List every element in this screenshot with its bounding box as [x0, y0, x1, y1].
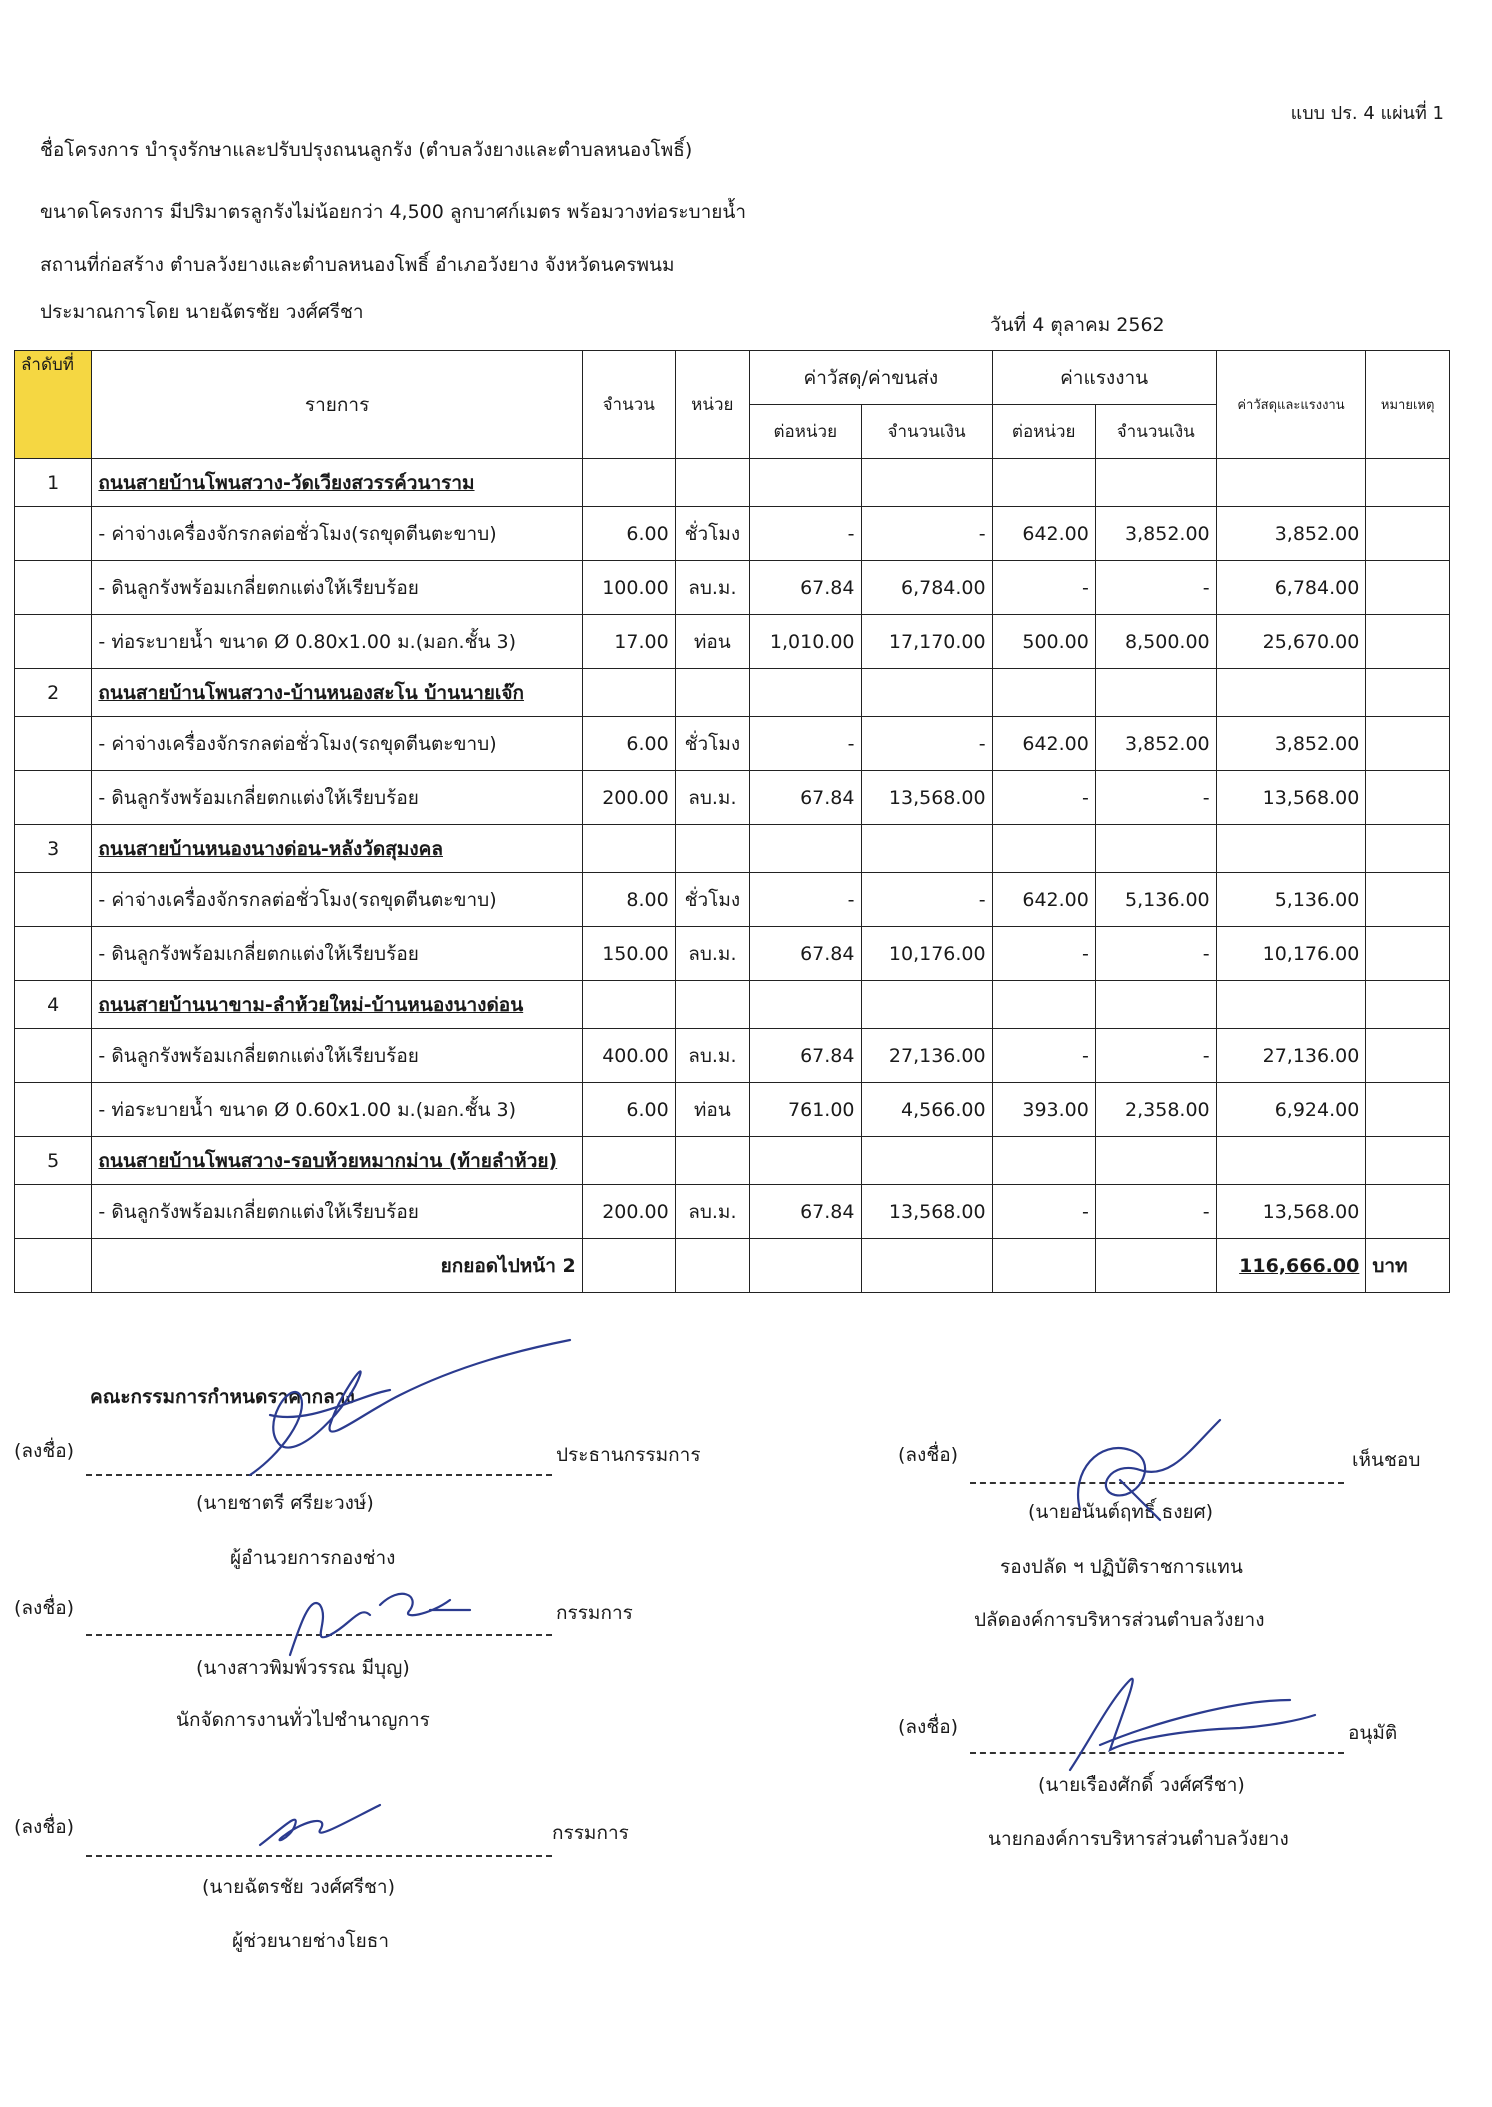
carry-forward-total: 116,666.00: [1216, 1239, 1366, 1293]
empty-cell: [861, 459, 992, 507]
table-row: [15, 717, 1450, 771]
item-unit: ชั่วโมง: [675, 507, 749, 561]
item-unit: ชั่วโมง: [675, 873, 749, 927]
empty-cell: [992, 981, 1095, 1029]
empty-cell: [1216, 1137, 1366, 1185]
approver-position: รองปลัด ฯ ปฏิบัติราชการแทน: [1000, 1556, 1243, 1578]
item-description: - ดินลูกรังพร้อมเกลี่ยตกแต่งให้เรียบร้อย: [92, 927, 582, 981]
empty-cell: [992, 669, 1095, 717]
labor-per-unit: 642.00: [992, 717, 1095, 771]
empty-cell: [675, 669, 749, 717]
empty-cell: [1366, 459, 1450, 507]
labor-per-unit: 500.00: [992, 615, 1095, 669]
empty-cell: [15, 1185, 92, 1239]
material-per-unit: -: [750, 507, 861, 561]
material-per-unit: 67.84: [750, 1185, 861, 1239]
item-unit: ชั่วโมง: [675, 717, 749, 771]
item-description: - ดินลูกรังพร้อมเกลี่ยตกแต่งให้เรียบร้อย: [92, 561, 582, 615]
section-row: [15, 825, 1450, 873]
empty-cell: [15, 1083, 92, 1137]
col-mat-per-unit: ต่อหน่วย: [750, 405, 861, 459]
item-unit: ท่อน: [675, 615, 749, 669]
approver-name: (นายอนันต์ฤทธิ์ ธงยศ): [1028, 1501, 1214, 1523]
item-description: - ดินลูกรังพร้อมเกลี่ยตกแต่งให้เรียบร้อย: [92, 1029, 582, 1083]
empty-cell: [582, 825, 675, 873]
empty-cell: [582, 1137, 675, 1185]
item-qty: 6.00: [582, 1083, 675, 1137]
material-per-unit: 67.84: [750, 1029, 861, 1083]
empty-cell: [750, 669, 861, 717]
empty-cell: [675, 981, 749, 1029]
labor-per-unit: -: [992, 561, 1095, 615]
empty-cell: [1095, 825, 1216, 873]
labor-amount: 3,852.00: [1095, 717, 1216, 771]
item-qty: 17.00: [582, 615, 675, 669]
carry-forward-unit: บาท: [1366, 1239, 1450, 1293]
labor-per-unit: 393.00: [992, 1083, 1095, 1137]
empty-cell: [1216, 825, 1366, 873]
item-total: 10,176.00: [1216, 927, 1366, 981]
empty-cell: [992, 825, 1095, 873]
signature-scribble: [280, 1575, 480, 1665]
section-row: [15, 1137, 1450, 1185]
material-per-unit: -: [750, 873, 861, 927]
item-remark: [1366, 927, 1450, 981]
table-row: [15, 615, 1450, 669]
labor-amount: 2,358.00: [1095, 1083, 1216, 1137]
item-total: 27,136.00: [1216, 1029, 1366, 1083]
col-remark: หมายเหตุ: [1366, 351, 1450, 459]
item-description: - ค่าจ่างเครื่องจักรกลต่อชั่วโมง(รถขุดตีนตะขาบ): [92, 873, 582, 927]
item-description: - ท่อระบายน้ำ ขนาด Ø 0.60x1.00 ม.(มอก.ชั้น 3): [92, 1083, 582, 1137]
labor-per-unit: -: [992, 1185, 1095, 1239]
committee-title: คณะกรรมการกำหนดราคากลาง: [90, 1386, 355, 1408]
section-number: 5: [15, 1137, 92, 1185]
section-row: [15, 459, 1450, 507]
col-material: ค่าวัสดุ/ค่าขนส่ง: [750, 351, 993, 405]
col-item: รายการ: [92, 351, 582, 459]
section-name: ถนนสายบ้านโพนสวาง-รอบห้วยหมากม่าน (ท้ายลำห้วย): [92, 1137, 582, 1185]
section-name: ถนนสายบ้านโพนสวาง-วัดเวียงสวรรค์วนาราม: [92, 459, 582, 507]
item-total: 3,852.00: [1216, 717, 1366, 771]
signer-position: นักจัดการงานทั่วไปชำนาญการ: [176, 1709, 430, 1731]
labor-per-unit: 642.00: [992, 873, 1095, 927]
table-row: [15, 771, 1450, 825]
item-remark: [1366, 507, 1450, 561]
approver-position: นายกองค์การบริหารส่วนตำบลวังยาง: [988, 1828, 1289, 1850]
item-unit: ลบ.ม.: [675, 1029, 749, 1083]
col-lab-amount: จำนวนเงิน: [1095, 405, 1216, 459]
item-total: 6,924.00: [1216, 1083, 1366, 1137]
item-remark: [1366, 873, 1450, 927]
item-total: 13,568.00: [1216, 1185, 1366, 1239]
col-qty: จำนวน: [582, 351, 675, 459]
labor-amount: -: [1095, 771, 1216, 825]
project-name: ชื่อโครงการ บำรุงรักษาและปรับปรุงถนนลูกรัง (ตำบลวังยางและตำบลหนองโพธิ์): [40, 139, 693, 161]
item-remark: [1366, 1083, 1450, 1137]
item-total: 25,670.00: [1216, 615, 1366, 669]
table-row: [15, 561, 1450, 615]
table-row: [15, 1185, 1450, 1239]
item-remark: [1366, 1029, 1450, 1083]
empty-cell: [1095, 1239, 1216, 1293]
item-remark: [1366, 561, 1450, 615]
empty-cell: [15, 561, 92, 615]
sign-label: (ลงชื่อ): [14, 1440, 75, 1462]
item-remark: [1366, 615, 1450, 669]
item-total: 13,568.00: [1216, 771, 1366, 825]
empty-cell: [861, 669, 992, 717]
material-amount: 10,176.00: [861, 927, 992, 981]
signer-name: (นางสาวพิมพ์วรรณ มีบุญ): [196, 1657, 410, 1679]
empty-cell: [992, 1137, 1095, 1185]
empty-cell: [582, 669, 675, 717]
empty-cell: [15, 771, 92, 825]
approver-position: ปลัดองค์การบริหารส่วนตำบลวังยาง: [974, 1609, 1265, 1631]
empty-cell: [1095, 459, 1216, 507]
material-amount: 13,568.00: [861, 1185, 992, 1239]
estimate-date: วันที่ 4 ตุลาคม 2562: [990, 314, 1165, 336]
empty-cell: [750, 981, 861, 1029]
signer-name: (นายฉัตรชัย วงศ์ศรีชา): [202, 1876, 396, 1898]
item-unit: ท่อน: [675, 1083, 749, 1137]
empty-cell: [1095, 1137, 1216, 1185]
item-qty: 400.00: [582, 1029, 675, 1083]
col-labor: ค่าแรงงาน: [992, 351, 1216, 405]
project-size: ขนาดโครงการ มีปริมาตรลูกรังไม่น้อยกว่า 4,500 ลูกบาศก์เมตร พร้อมวางท่อระบายน้ำ: [40, 201, 747, 223]
empty-cell: [750, 1137, 861, 1185]
labor-amount: -: [1095, 1185, 1216, 1239]
empty-cell: [1216, 459, 1366, 507]
col-unit: หน่วย: [675, 351, 749, 459]
section-name: ถนนสายบ้านนาขาม-ลำห้วยใหม่-บ้านหนองนางด่อน: [92, 981, 582, 1029]
empty-cell: [1216, 981, 1366, 1029]
material-per-unit: 67.84: [750, 561, 861, 615]
item-qty: 6.00: [582, 507, 675, 561]
table-row: [15, 507, 1450, 561]
col-lab-per-unit: ต่อหน่วย: [992, 405, 1095, 459]
empty-cell: [15, 927, 92, 981]
labor-per-unit: -: [992, 1029, 1095, 1083]
material-amount: 4,566.00: [861, 1083, 992, 1137]
approver-name: (นายเรืองศักดิ์ วงศ์ศรีชา): [1038, 1774, 1245, 1796]
empty-cell: [582, 981, 675, 1029]
labor-amount: 5,136.00: [1095, 873, 1216, 927]
labor-per-unit: -: [992, 771, 1095, 825]
signer-position: ผู้อำนวยการกองช่าง: [230, 1547, 396, 1569]
signature-scribble: [1060, 1410, 1230, 1530]
signer-position: ผู้ช่วยนายช่างโยธา: [232, 1930, 390, 1952]
material-amount: 13,568.00: [861, 771, 992, 825]
item-description: - ค่าจ่างเครื่องจักรกลต่อชั่วโมง(รถขุดตีนตะขาบ): [92, 717, 582, 771]
item-description: - ดินลูกรังพร้อมเกลี่ยตกแต่งให้เรียบร้อย: [92, 1185, 582, 1239]
sign-label: (ลงชื่อ): [14, 1816, 75, 1838]
project-location: สถานที่ก่อสร้าง ตำบลวังยางและตำบลหนองโพธิ์ อำเภอวังยาง จังหวัดนครพนม: [40, 254, 675, 276]
estimator: ประมาณการโดย นายฉัตรชัย วงศ์ศรีชา: [40, 301, 364, 323]
item-remark: [1366, 1185, 1450, 1239]
labor-amount: 8,500.00: [1095, 615, 1216, 669]
material-per-unit: -: [750, 717, 861, 771]
material-amount: 27,136.00: [861, 1029, 992, 1083]
item-remark: [1366, 771, 1450, 825]
labor-amount: -: [1095, 927, 1216, 981]
signature-scribble: [250, 1790, 390, 1860]
empty-cell: [675, 1239, 749, 1293]
material-amount: -: [861, 873, 992, 927]
empty-cell: [15, 873, 92, 927]
sign-label: (ลงชื่อ): [14, 1597, 75, 1619]
labor-amount: 3,852.00: [1095, 507, 1216, 561]
empty-cell: [675, 459, 749, 507]
section-number: 4: [15, 981, 92, 1029]
item-qty: 6.00: [582, 717, 675, 771]
sign-label: (ลงชื่อ): [898, 1716, 959, 1738]
sign-label: (ลงชื่อ): [898, 1444, 959, 1466]
item-total: 5,136.00: [1216, 873, 1366, 927]
empty-cell: [861, 981, 992, 1029]
item-qty: 150.00: [582, 927, 675, 981]
col-no: ลำดับที่: [15, 351, 92, 459]
signature-scribble: [240, 1335, 580, 1485]
signer-role: กรรมการ: [552, 1822, 629, 1844]
item-description: - ดินลูกรังพร้อมเกลี่ยตกแต่งให้เรียบร้อย: [92, 771, 582, 825]
approver-role: อนุมัติ: [1348, 1722, 1398, 1744]
labor-per-unit: 642.00: [992, 507, 1095, 561]
empty-cell: [992, 459, 1095, 507]
item-remark: [1366, 717, 1450, 771]
table-row: [15, 873, 1450, 927]
section-number: 2: [15, 669, 92, 717]
section-number: 1: [15, 459, 92, 507]
item-description: - ท่อระบายน้ำ ขนาด Ø 0.80x1.00 ม.(มอก.ชั้น 3): [92, 615, 582, 669]
item-qty: 200.00: [582, 771, 675, 825]
empty-cell: [15, 615, 92, 669]
item-qty: 100.00: [582, 561, 675, 615]
signer-role: ประธานกรรมการ: [556, 1444, 701, 1466]
empty-cell: [675, 825, 749, 873]
table-row: [15, 927, 1450, 981]
empty-cell: [1366, 981, 1450, 1029]
section-name: ถนนสายบ้านโพนสวาง-บ้านหนองสะโน บ้านนายเจ๊ก: [92, 669, 582, 717]
item-unit: ลบ.ม.: [675, 1185, 749, 1239]
material-per-unit: 67.84: [750, 771, 861, 825]
empty-cell: [675, 1137, 749, 1185]
empty-cell: [750, 459, 861, 507]
item-description: - ค่าจ่างเครื่องจักรกลต่อชั่วโมง(รถขุดตีนตะขาบ): [92, 507, 582, 561]
empty-cell: [1095, 669, 1216, 717]
approver-role: เห็นชอบ: [1352, 1449, 1421, 1471]
empty-cell: [1366, 669, 1450, 717]
labor-amount: -: [1095, 561, 1216, 615]
empty-cell: [1095, 981, 1216, 1029]
item-unit: ลบ.ม.: [675, 561, 749, 615]
signer-name: (นายชาตรี ศรียะวงษ์): [196, 1492, 374, 1514]
item-total: 3,852.00: [1216, 507, 1366, 561]
empty-cell: [750, 825, 861, 873]
material-per-unit: 761.00: [750, 1083, 861, 1137]
item-qty: 200.00: [582, 1185, 675, 1239]
col-mat-amount: จำนวนเงิน: [861, 405, 992, 459]
col-total: ค่าวัสดุและแรงงาน: [1216, 351, 1366, 459]
material-amount: 17,170.00: [861, 615, 992, 669]
section-row: [15, 669, 1450, 717]
empty-cell: [750, 1239, 861, 1293]
empty-cell: [1366, 1137, 1450, 1185]
table-row: [15, 1083, 1450, 1137]
material-amount: 6,784.00: [861, 561, 992, 615]
form-code: แบบ ปร. 4 แผ่นที่ 1: [1290, 103, 1444, 124]
empty-cell: [861, 1239, 992, 1293]
empty-cell: [992, 1239, 1095, 1293]
estimate-table: [14, 350, 1450, 1293]
item-total: 6,784.00: [1216, 561, 1366, 615]
signature-scribble: [1040, 1660, 1320, 1780]
table-row: [15, 1029, 1450, 1083]
material-amount: -: [861, 717, 992, 771]
carry-forward-label: ยกยอดไปหน้า 2: [92, 1239, 582, 1293]
signer-role: กรรมการ: [556, 1602, 633, 1624]
material-per-unit: 1,010.00: [750, 615, 861, 669]
item-unit: ลบ.ม.: [675, 771, 749, 825]
section-name: ถนนสายบ้านหนองนางด่อน-หลังวัดสุมงคล: [92, 825, 582, 873]
empty-cell: [582, 459, 675, 507]
material-amount: -: [861, 507, 992, 561]
section-number: 3: [15, 825, 92, 873]
empty-cell: [15, 717, 92, 771]
item-unit: ลบ.ม.: [675, 927, 749, 981]
empty-cell: [1216, 669, 1366, 717]
labor-per-unit: -: [992, 927, 1095, 981]
empty-cell: [15, 1029, 92, 1083]
empty-cell: [1366, 825, 1450, 873]
material-per-unit: 67.84: [750, 927, 861, 981]
labor-amount: -: [1095, 1029, 1216, 1083]
empty-cell: [861, 825, 992, 873]
estimate-body: [15, 459, 1450, 1293]
empty-cell: [15, 507, 92, 561]
empty-cell: [582, 1239, 675, 1293]
empty-cell: [861, 1137, 992, 1185]
item-qty: 8.00: [582, 873, 675, 927]
section-row: [15, 981, 1450, 1029]
carry-forward-row: [15, 1239, 1450, 1293]
empty-cell: [15, 1239, 92, 1293]
